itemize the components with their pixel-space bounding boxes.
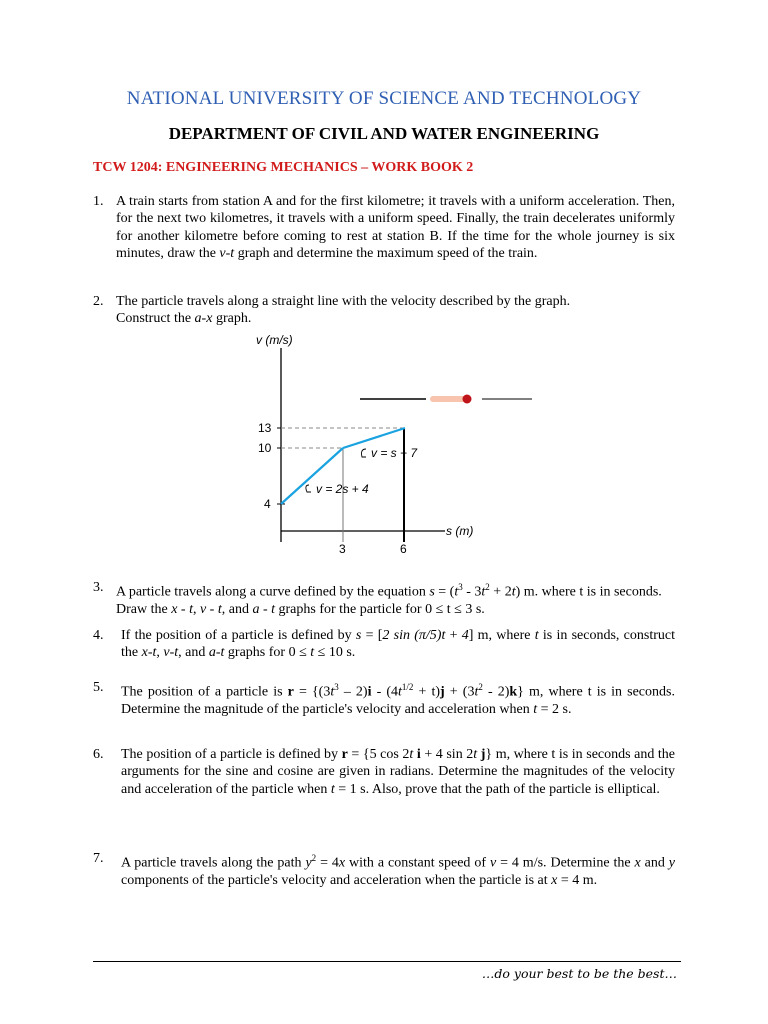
- question-number: 4.: [93, 628, 104, 643]
- question-number: 3.: [93, 580, 104, 595]
- x-tick-label-3: 3: [339, 542, 346, 556]
- x-axis-label: s (m): [446, 524, 474, 538]
- leader-line: [306, 485, 311, 492]
- segment-label-2: v = s + 7: [371, 446, 418, 460]
- question-text: If the position of a particle is defined by s = [2 sin (π/5)t + 4] m, where t is in seconds, construct the x-t, v-t, and a-t graphs for 0 ≤ t ≤ 10 s.: [121, 628, 675, 661]
- leader-line: [362, 449, 367, 457]
- question-text: The position of a particle is defined by r = {5 cos 2t i + 4 sin 2t j} m, where t is in seconds and the arguments for the sine and cosine are given in radians. Determine the magnitudes of the velocity and acceleration of the particle when t = 1 s. Also, prove that the path of the particle is elliptical.: [121, 747, 676, 797]
- question-number: 5.: [93, 680, 104, 695]
- footer-motto: …do your best to be the best…: [481, 966, 677, 981]
- red-dot-icon: [463, 395, 472, 404]
- department-title: DEPARTMENT OF CIVIL AND WATER ENGINEERING: [168, 124, 600, 143]
- question-number: 6.: [93, 747, 104, 762]
- question-text: The position of a particle is $r = \{(3t^3 - 2)i - (4t^{1/2} + t)j + (3t^2 - 2)k\}$ m, where t is in seconds. Determine the magnitude of the particle's velocity and acceleration when t = 2 s.: [121, 682, 675, 718]
- scale-glow: [430, 396, 468, 402]
- series-line-2: [343, 428, 405, 448]
- y-axis-label: v (m/s): [256, 333, 293, 347]
- question-text: A particle travels along a curve defined by the equation $s = (t^3 - 3t^2 + 2t)$ m. where t is in seconds. Draw the x - t, v - t, and a - t graphs for the particle for 0 ≤ t ≤ 3 s.: [116, 582, 662, 618]
- x-tick-label-6: 6: [400, 542, 407, 556]
- question-number: 1.: [93, 194, 104, 209]
- y-tick-label-10: 10: [258, 441, 272, 455]
- question-text: A particle travels along the path $y^2 = 4x$ with a constant speed of v = 4 m/s. Determine the x and y components of the particle's velocity and acceleration when the particle is at x = 4 m.: [121, 853, 675, 889]
- segment-label-1: v = 2s + 4: [316, 482, 369, 496]
- question-text: The particle travels along a straight line with the velocity described by the graph. Construct the a-x graph.: [116, 294, 571, 327]
- question-number: 2.: [93, 294, 104, 309]
- university-title: NATIONAL UNIVERSITY OF SCIENCE AND TECHNOLOGY: [126, 88, 642, 109]
- footer-divider: [93, 961, 681, 962]
- y-tick-label-13: 13: [258, 421, 272, 435]
- velocity-position-graph: [250, 330, 540, 560]
- question-number: 7.: [93, 851, 104, 866]
- y-tick-label-4: 4: [264, 497, 271, 511]
- question-text: A train starts from station A and for the first kilometre; it travels with a uniform acceleration. Then, for the next two kilometres, it travels with a uniform speed. Finally, the train decelerates uniformly for another kilometre before coming to rest at station B. If the time for the whole journey is six minutes, draw the v-t graph and determine the maximum speed of the train.: [116, 194, 675, 262]
- course-title: TCW 1204: ENGINEERING MECHANICS – WORK BOOK 2: [93, 160, 474, 175]
